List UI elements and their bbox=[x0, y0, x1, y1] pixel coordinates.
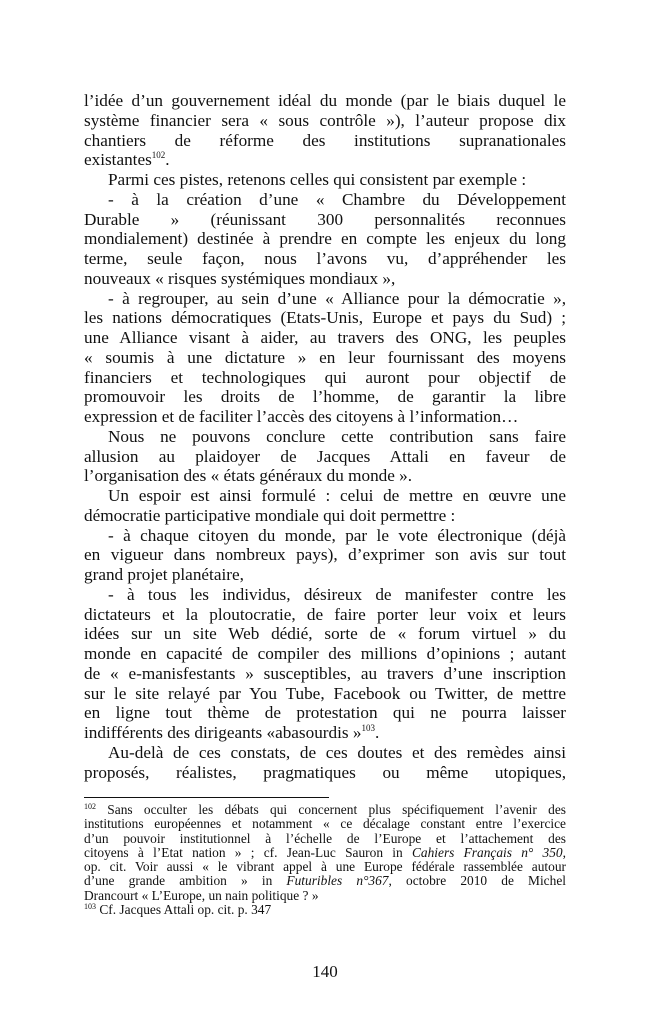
line-text: - à tous les individus, désireux de manifester contre les bbox=[108, 584, 566, 604]
body-text bbox=[84, 91, 566, 782]
text-line bbox=[84, 903, 566, 917]
line-text: proposés, réalistes, pragmatiques ou même utopiques, bbox=[84, 762, 566, 782]
italic-title: Futuribles n°367 bbox=[286, 873, 389, 889]
text-line bbox=[84, 874, 566, 888]
line-text: Nous ne pouvons conclure cette contribution sans faire bbox=[108, 426, 566, 446]
paragraph bbox=[84, 585, 566, 743]
line-text: Drancourt « L’Europe, un nain politique ? » bbox=[84, 887, 319, 903]
text-line bbox=[84, 289, 566, 309]
line-text: d’un pouvoir institutionnel à l’échelle de l’Europe et l’attachement des bbox=[84, 830, 566, 846]
line-text: Un espoir est ainsi formulé : celui de mettre en œuvre une bbox=[108, 486, 566, 505]
paragraph bbox=[84, 743, 566, 783]
text-line bbox=[84, 860, 566, 874]
line-text: allusion au plaidoyer de Jacques Attali en faveur de bbox=[84, 446, 566, 466]
footnotes bbox=[84, 803, 566, 917]
line-text: - à la création d’une « Chambre du Développement bbox=[108, 189, 566, 209]
footnote-marker: 102 bbox=[84, 802, 96, 811]
footnote-reference: 103 bbox=[361, 723, 375, 733]
text-line bbox=[84, 585, 566, 605]
line-text: dictateurs et la ploutocratie, de faire porter leur voix et leurs bbox=[84, 604, 566, 624]
paragraph bbox=[84, 289, 566, 427]
footnote-reference: 102 bbox=[151, 150, 166, 161]
text-line bbox=[84, 723, 566, 743]
text-line bbox=[84, 170, 566, 190]
text-line bbox=[84, 763, 566, 783]
text-line bbox=[84, 526, 566, 546]
line-text: indifférents des dirigeants «abasourdis » bbox=[84, 723, 362, 742]
line-text-end: . bbox=[374, 723, 380, 742]
text-line bbox=[84, 644, 566, 664]
line-text-end: . bbox=[165, 150, 170, 170]
paragraph bbox=[84, 170, 566, 190]
text-line bbox=[84, 190, 566, 210]
text-line bbox=[84, 506, 566, 526]
text-line bbox=[84, 150, 566, 170]
text-line bbox=[84, 486, 566, 506]
line-text: système financier sera « sous contrôle »), l’auteur propose dix bbox=[84, 110, 566, 130]
text-line bbox=[84, 328, 566, 348]
line-text: - à regrouper, au sein d’une « Alliance pour la démocratie », bbox=[108, 288, 566, 308]
line-text: existantes bbox=[84, 150, 152, 170]
text-line bbox=[84, 387, 566, 407]
text-line bbox=[84, 889, 566, 903]
line-text: en ligne tout thème de protestation qui ne pourra laisser bbox=[84, 703, 566, 723]
text-line bbox=[84, 545, 566, 565]
page-number: 140 bbox=[312, 962, 338, 981]
line-text: terme, seule façon, nous l’avons vu, d’appréhender les bbox=[84, 249, 566, 268]
text-line bbox=[84, 368, 566, 388]
line-text: Au-delà de ces constats, de ces doutes et des remèdes ainsi bbox=[108, 742, 566, 762]
text-line bbox=[84, 846, 566, 860]
line-text: Durable » (réunissant 300 personnalités reconnues bbox=[84, 209, 566, 229]
text-line bbox=[84, 407, 566, 427]
line-text: démocratie participative mondiale qui doit permettre : bbox=[84, 505, 456, 525]
line-text: chantiers de réforme des institutions supranationales bbox=[84, 130, 566, 150]
line-text: op. cit. Voir aussi « le vibrant appel à une Europe fédérale rassemblée autour bbox=[84, 859, 566, 875]
text-line bbox=[84, 229, 566, 249]
line-text: Cf. Jacques Attali op. cit. p. 347 bbox=[96, 902, 272, 918]
line-text: financiers et technologiques qui auront pour objectif de bbox=[84, 367, 566, 387]
line-text-end: , bbox=[562, 844, 566, 860]
footnote bbox=[84, 903, 566, 917]
line-text: « soumis à une dictature » en leur fournissant des moyens bbox=[84, 347, 566, 367]
line-text: mondialement) destinée à prendre en compte les enjeux du long bbox=[84, 229, 566, 249]
text-line bbox=[84, 111, 566, 131]
footnote-marker: 103 bbox=[84, 902, 96, 912]
line-text: nouveaux « risques systémiques mondiaux », bbox=[84, 268, 396, 288]
text-line bbox=[84, 664, 566, 684]
text-line bbox=[84, 565, 566, 585]
text-line bbox=[84, 803, 566, 817]
footnote-separator bbox=[84, 797, 329, 798]
paragraph bbox=[84, 190, 566, 289]
line-text-end: , octobre 2010 de Michel bbox=[388, 873, 566, 889]
line-text: expression et de faciliter l’accès des citoyens à l’information… bbox=[84, 407, 519, 426]
paragraph bbox=[84, 486, 566, 526]
paragraph bbox=[84, 427, 566, 486]
line-text: d’une grande ambition » in bbox=[84, 873, 287, 889]
text-line bbox=[84, 348, 566, 368]
line-text: en vigueur dans nombreux pays), d’exprimer son avis sur tout bbox=[84, 545, 566, 565]
text-line bbox=[84, 743, 566, 763]
text-line bbox=[84, 832, 566, 846]
text-line bbox=[84, 684, 566, 704]
text-line bbox=[84, 131, 566, 151]
line-text: promouvoir les droits de l’homme, de garantir la libre bbox=[84, 387, 566, 407]
text-line bbox=[84, 210, 566, 230]
text-line bbox=[84, 91, 566, 111]
text-line bbox=[84, 466, 566, 486]
line-text: une Alliance visant à aider, au travers des ONG, les peuples bbox=[84, 328, 566, 347]
text-line bbox=[84, 427, 566, 447]
line-text: idées sur un site Web dédié, sorte de « forum virtuel » du bbox=[84, 624, 566, 644]
text-line bbox=[84, 624, 566, 644]
text-line bbox=[84, 447, 566, 467]
paragraph bbox=[84, 91, 566, 170]
line-text: - à chaque citoyen du monde, par le vote électronique (déjà bbox=[108, 525, 566, 545]
line-text: institutions européennes et notamment « ce décalage constant entre l’exercice bbox=[84, 816, 566, 832]
text-line bbox=[84, 269, 566, 289]
line-text: monde en capacité de compiler des millions d’opinions ; autant bbox=[84, 644, 566, 663]
line-text: l’organisation des « états généraux du monde ». bbox=[84, 466, 413, 486]
line-text: grand projet planétaire, bbox=[84, 565, 244, 584]
text-line bbox=[84, 249, 566, 269]
line-text: Parmi ces pistes, retenons celles qui consistent par exemple : bbox=[108, 170, 527, 189]
line-text: de « e-manisfestants » susceptibles, au travers d’une inscription bbox=[84, 663, 566, 683]
line-text: citoyens à l’Etat nation » ; cf. Jean-Luc Sauron in bbox=[84, 844, 412, 860]
line-text: Sans occulter les débats qui concernent plus spécifiquement l’avenir des bbox=[96, 802, 566, 817]
line-text: les nations démocratiques (Etats-Unis, Europe et pays du Sud) ; bbox=[84, 308, 566, 328]
line-text: sur le site relayé par You Tube, Facebook ou Twitter, de mettre bbox=[84, 683, 566, 703]
italic-title: Cahiers Français n° 350 bbox=[411, 844, 563, 860]
text-line bbox=[84, 605, 566, 625]
text-line bbox=[84, 703, 566, 723]
line-text: l’idée d’un gouvernement idéal du monde (par le biais duquel le bbox=[84, 91, 566, 110]
text-line bbox=[84, 308, 566, 328]
paragraph bbox=[84, 526, 566, 585]
text-line bbox=[84, 817, 566, 831]
footnote bbox=[84, 803, 566, 903]
